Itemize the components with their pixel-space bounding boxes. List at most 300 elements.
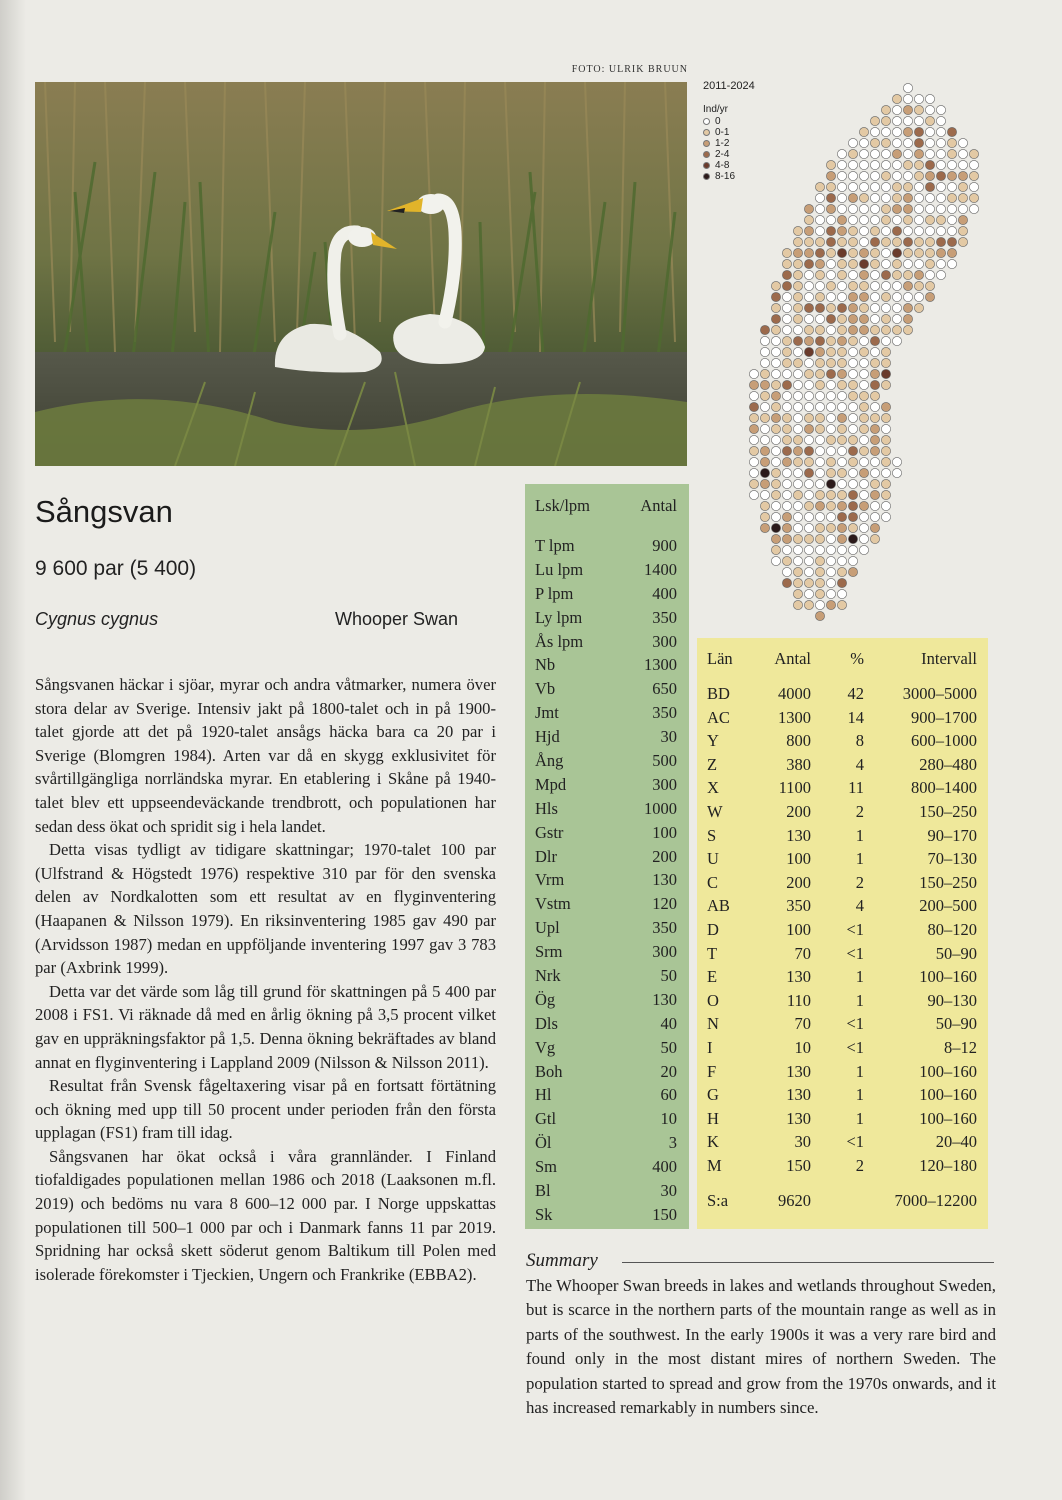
map-grid-dot [804,215,813,224]
map-grid-dot [815,424,824,433]
map-grid-dot [826,556,835,565]
map-grid-dot [837,193,846,202]
map-grid-dot [925,138,934,147]
map-grid-dot [859,281,868,290]
map-grid-dot [804,237,813,246]
map-grid-dot [815,600,824,609]
map-grid-dot [936,116,945,125]
map-grid-dot [848,160,857,169]
map-grid-dot [848,336,857,345]
map-grid-dot [804,336,813,345]
table-row: Sm 400 [535,1157,677,1177]
map-grid-dot [881,292,890,301]
map-grid-dot [826,193,835,202]
map-grid-dot [815,292,824,301]
map-grid-dot [815,402,824,411]
map-grid-dot [859,424,868,433]
map-grid-dot [826,468,835,477]
table-row: Bl 30 [535,1181,677,1201]
map-grid-dot [892,182,901,191]
map-grid-dot [859,138,868,147]
landscape-table [525,484,689,1229]
map-grid-dot [782,479,791,488]
legend-title: Ind/yr [703,104,729,115]
map-grid-dot [804,402,813,411]
map-grid-dot [903,83,912,92]
map-grid-dot [903,226,912,235]
map-grid-dot [793,237,802,246]
map-grid-dot [892,314,901,323]
summary-text: The Whooper Swan breeds in lakes and wetlands throughout Sweden, but is scarce in the northern parts of the mountain range as well as in parts of the southwest. In the early 1900s it was a very rare bird and found only in the most distant mires of northern Sweden. The population started to spread and grow from the 1970s onwards, and it has increased remarkably in numbers since. [526,1276,996,1418]
map-grid-dot [793,512,802,521]
map-grid-dot [870,116,879,125]
map-grid-dot [837,435,846,444]
map-grid-dot [793,457,802,466]
map-grid-dot [804,556,813,565]
map-grid-dot [771,358,780,367]
table-total-row: S:a 9620 7000–12200 [707,1191,977,1211]
map-grid-dot [914,204,923,213]
map-grid-dot [925,281,934,290]
table-row: Vg 50 [535,1037,677,1057]
map-grid-dot [914,105,923,114]
map-grid-dot [870,501,879,510]
map-grid-dot [892,105,901,114]
map-grid-dot [771,413,780,422]
legend-item: 2-4 [703,149,735,160]
map-grid-dot [782,303,791,312]
latin-name: Cygnus cygnus [35,609,159,629]
table-row: Y 800 8 600–1000 [707,731,977,751]
map-grid-dot [903,116,912,125]
table-row: Gstr 100 [535,822,677,842]
map-grid-dot [881,105,890,114]
map-grid-dot [837,270,846,279]
map-grid-dot [760,512,769,521]
map-grid-dot [815,523,824,532]
map-grid-dot [826,435,835,444]
map-grid-dot [892,336,901,345]
map-grid-dot [837,534,846,543]
map-grid-dot [826,237,835,246]
legend-swatch-icon [703,118,710,125]
map-grid-dot [892,94,901,103]
map-grid-dot [903,94,912,103]
map-grid-dot [859,380,868,389]
map-grid-dot [782,567,791,576]
map-grid-dot [804,204,813,213]
map-grid-dot [837,380,846,389]
map-grid-dot [815,611,824,620]
map-grid-dot [870,127,879,136]
map-grid-dot [881,457,890,466]
map-grid-dot [914,149,923,158]
map-grid-dot [881,160,890,169]
map-grid-dot [815,479,824,488]
map-grid-dot [760,446,769,455]
map-grid-dot [826,523,835,532]
map-grid-dot [826,446,835,455]
map-grid-dot [881,116,890,125]
map-grid-dot [870,490,879,499]
map-grid-dot [782,347,791,356]
map-grid-dot [760,380,769,389]
map-grid-dot [837,567,846,576]
map-grid-dot [826,391,835,400]
map-grid-dot [837,358,846,367]
map-grid-dot [760,325,769,334]
map-grid-dot [903,281,912,290]
map-grid-dot [848,314,857,323]
map-grid-dot [859,171,868,180]
map-grid-dot [826,501,835,510]
map-grid-dot [782,259,791,268]
map-grid-dot [925,248,934,257]
map-grid-dot [969,193,978,202]
map-grid-dot [815,226,824,235]
map-grid-dot [848,226,857,235]
map-grid-dot [771,534,780,543]
species-name: Sångsvan [35,494,173,529]
map-grid-dot [804,413,813,422]
map-grid-dot [914,237,923,246]
map-grid-dot [771,457,780,466]
map-grid-dot [947,149,956,158]
map-grid-dot [892,226,901,235]
map-grid-dot [881,237,890,246]
map-grid-dot [881,171,890,180]
map-grid-dot [859,226,868,235]
map-grid-dot [903,127,912,136]
map-grid-dot [859,270,868,279]
map-grid-dot [936,204,945,213]
map-grid-dot [903,149,912,158]
map-grid-dot [936,237,945,246]
map-grid-dot [848,567,857,576]
map-grid-dot [925,182,934,191]
map-grid-dot [947,204,956,213]
map-grid-dot [760,424,769,433]
map-grid-dot [848,149,857,158]
map-grid-dot [782,292,791,301]
map-grid-dot [914,215,923,224]
map-grid-dot [969,160,978,169]
map-grid-dot [771,501,780,510]
map-grid-dot [881,402,890,411]
map-grid-dot [881,149,890,158]
map-grid-dot [826,457,835,466]
map-grid-dot [870,358,879,367]
table-row: Vrm 130 [535,870,677,890]
map-grid-dot [760,457,769,466]
map-grid-dot [848,325,857,334]
map-grid-dot [793,303,802,312]
map-grid-dot [793,424,802,433]
map-grid-dot [815,259,824,268]
map-grid-dot [771,545,780,554]
map-grid-dot [837,369,846,378]
map-grid-dot [749,446,758,455]
map-grid-dot [749,479,758,488]
table-row: K 30 <1 20–40 [707,1132,977,1152]
map-grid-dot [892,138,901,147]
map-grid-dot [815,204,824,213]
legend-swatch-icon [703,151,710,158]
map-grid-dot [903,138,912,147]
map-grid-dot [837,215,846,224]
map-grid-dot [826,314,835,323]
map-grid-dot [881,435,890,444]
map-grid-dot [947,160,956,169]
map-grid-dot [815,336,824,345]
map-grid-dot [804,600,813,609]
map-grid-dot [914,182,923,191]
map-grid-dot [947,127,956,136]
table-row: Dls 40 [535,1013,677,1033]
map-grid-dot [760,501,769,510]
table-row: Ås lpm 300 [535,631,677,651]
map-grid-dot [870,281,879,290]
map-grid-dot [947,226,956,235]
map-grid-dot [881,490,890,499]
legend-swatch-icon [703,140,710,147]
map-grid-dot [782,391,791,400]
map-grid-dot [793,446,802,455]
map-grid-dot [771,402,780,411]
map-grid-dot [881,281,890,290]
summary-title: Summary [526,1250,598,1271]
map-grid-dot [925,226,934,235]
map-grid-dot [826,578,835,587]
table-row: F 130 1 100–160 [707,1061,977,1081]
map-grid-dot [815,182,824,191]
map-period: 2011-2024 [703,80,755,92]
map-grid-dot [782,435,791,444]
map-grid-dot [771,314,780,323]
swan-photo [35,82,687,466]
map-grid-dot [870,182,879,191]
map-grid-dot [859,303,868,312]
map-grid-dot [804,226,813,235]
map-grid-dot [815,545,824,554]
map-grid-dot [925,160,934,169]
map-grid-dot [848,402,857,411]
map-grid-dot [826,347,835,356]
map-grid-dot [793,523,802,532]
map-grid-dot [815,457,824,466]
map-grid-dot [903,204,912,213]
map-grid-dot [914,94,923,103]
map-grid-dot [837,446,846,455]
map-grid-dot [793,468,802,477]
map-grid-dot [804,424,813,433]
map-grid-dot [826,325,835,334]
map-grid-dot [848,435,857,444]
map-grid-dot [936,215,945,224]
map-grid-dot [760,435,769,444]
map-grid-dot [771,292,780,301]
map-grid-dot [804,435,813,444]
map-grid-dot [848,237,857,246]
table-row: Jmt 350 [535,703,677,723]
map-grid-dot [815,325,824,334]
map-grid-dot [793,325,802,334]
map-grid-dot [848,380,857,389]
map-grid-dot [771,424,780,433]
map-grid-dot [870,160,879,169]
map-grid-dot [815,281,824,290]
map-grid-dot [859,204,868,213]
map-grid-dot [859,314,868,323]
map-grid-dot [837,512,846,521]
map-grid-dot [760,391,769,400]
map-grid-dot [903,215,912,224]
map-grid-dot [848,138,857,147]
article-body [35,673,496,1286]
map-grid-dot [848,523,857,532]
table-row: S 130 1 90–170 [707,825,977,845]
map-grid-dot [848,457,857,466]
map-grid-dot [870,171,879,180]
map-grid-dot [837,303,846,312]
map-grid-dot [914,281,923,290]
map-grid-dot [793,380,802,389]
map-grid-dot [848,369,857,378]
map-grid-dot [859,479,868,488]
map-grid-dot [903,292,912,301]
map-grid-dot [870,248,879,257]
map-grid-dot [848,391,857,400]
map-grid-dot [870,402,879,411]
map-grid-dot [760,468,769,477]
map-grid-dot [826,248,835,257]
map-grid-dot [903,193,912,202]
map-grid-dot [881,501,890,510]
map-grid-dot [771,512,780,521]
map-grid-dot [870,215,879,224]
map-grid-dot [848,413,857,422]
table-row: T 70 <1 50–90 [707,943,977,963]
map-grid-dot [760,402,769,411]
map-grid-dot [793,391,802,400]
map-grid-dot [925,127,934,136]
map-grid-dot [837,457,846,466]
table-row: N 70 <1 50–90 [707,1014,977,1034]
map-grid-dot [870,380,879,389]
map-grid-dot [782,314,791,323]
map-grid-dot [815,413,824,422]
map-grid-dot [804,325,813,334]
map-grid-dot [914,160,923,169]
map-grid-dot [969,182,978,191]
map-grid-dot [848,479,857,488]
map-grid-dot [870,314,879,323]
map-grid-dot [936,259,945,268]
map-grid-dot [859,336,868,345]
table-row: C 200 2 150–250 [707,872,977,892]
map-grid-dot [848,292,857,301]
map-grid-dot [936,149,945,158]
map-grid-dot [881,358,890,367]
map-grid-dot [936,193,945,202]
map-grid-dot [837,149,846,158]
map-grid-dot [837,248,846,257]
map-grid-dot [914,138,923,147]
map-grid-dot [903,160,912,169]
map-grid-dot [859,534,868,543]
map-grid-dot [815,490,824,499]
map-grid-dot [870,479,879,488]
map-grid-dot [892,292,901,301]
map-grid-dot [815,193,824,202]
table-row: Srm 300 [535,942,677,962]
map-grid-dot [793,358,802,367]
map-grid-dot [804,501,813,510]
map-grid-dot [848,468,857,477]
map-grid-dot [793,435,802,444]
map-grid-dot [837,545,846,554]
map-grid-dot [936,248,945,257]
map-grid-dot [870,369,879,378]
table-row: D 100 <1 80–120 [707,919,977,939]
map-grid-dot [859,468,868,477]
map-grid-dot [826,281,835,290]
map-grid-dot [815,446,824,455]
map-grid-dot [749,424,758,433]
county-table [697,638,988,1229]
map-grid-dot [892,303,901,312]
map-grid-dot [826,226,835,235]
table-row: Mpd 300 [535,774,677,794]
table-row: Vb 650 [535,679,677,699]
map-grid-dot [848,347,857,356]
map-grid-dot [782,369,791,378]
legend-swatch-icon [703,173,710,180]
map-grid-dot [826,160,835,169]
map-grid-dot [826,270,835,279]
table-row: Nrk 50 [535,966,677,986]
map-grid-dot [848,215,857,224]
map-grid-dot [826,490,835,499]
map-grid-dot [859,127,868,136]
map-grid-dot [826,512,835,521]
map-grid-dot [947,215,956,224]
map-grid-dot [958,237,967,246]
table-row: AB 350 4 200–500 [707,896,977,916]
map-grid-dot [947,237,956,246]
map-grid-dot [837,160,846,169]
map-grid-dot [771,347,780,356]
map-grid-dot [859,358,868,367]
map-grid-dot [925,105,934,114]
map-grid-dot [793,281,802,290]
map-grid-dot [881,446,890,455]
map-grid-dot [815,248,824,257]
map-grid-dot [914,270,923,279]
map-grid-dot [826,259,835,268]
map-grid-dot [826,479,835,488]
map-grid-dot [859,347,868,356]
map-grid-dot [793,556,802,565]
map-grid-dot [947,248,956,257]
map-grid-dot [892,171,901,180]
map-grid-dot [859,259,868,268]
map-grid-dot [859,248,868,257]
map-grid-dot [815,314,824,323]
map-grid-dot [804,479,813,488]
map-grid-dot [958,182,967,191]
map-grid-dot [859,545,868,554]
